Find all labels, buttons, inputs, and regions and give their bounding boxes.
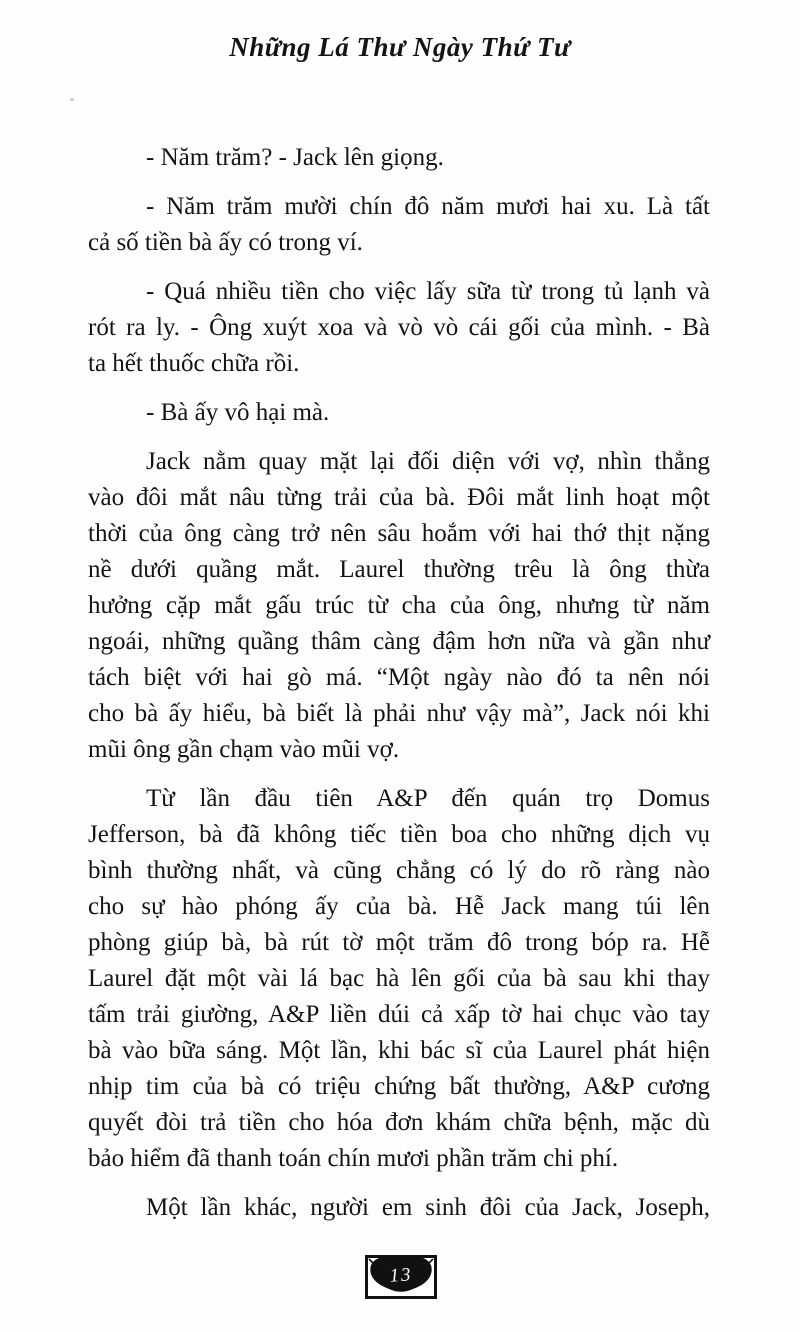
- paragraph: [88, 140, 710, 176]
- text-line: bình thường nhất, và cũng chẳng có lý do rõ ràng nào: [88, 857, 710, 884]
- envelope-icon: [365, 1255, 437, 1299]
- text-line: - Năm trăm? - Jack lên giọng.: [146, 144, 444, 171]
- paragraph: [88, 189, 710, 261]
- paragraph: [88, 395, 710, 431]
- text-line: phòng giúp bà, bà rút tờ một trăm đô trong bóp ra. Hễ: [88, 929, 710, 956]
- scan-artifact-speck: [70, 98, 74, 101]
- text-line: Một lần khác, người em sinh đôi của Jack, Joseph,: [146, 1194, 710, 1221]
- running-header-title: Những Lá Thư Ngày Thứ Tư: [229, 32, 571, 62]
- paragraph: [88, 781, 710, 1177]
- text-line: bảo hiểm đã thanh toán chín mươi phần trăm chi phí.: [88, 1145, 619, 1172]
- text-line: bà vào bữa sáng. Một lần, khi bác sĩ của Laurel phát hiện: [88, 1037, 710, 1064]
- text-line: ta hết thuốc chữa rồi.: [88, 350, 300, 377]
- text-line: cả số tiền bà ấy có trong ví.: [88, 229, 363, 256]
- text-line: - Quá nhiều tiền cho việc lấy sữa từ trong tủ lạnh và: [146, 278, 710, 305]
- text-line: Jack nằm quay mặt lại đối diện với vợ, nhìn thẳng: [146, 448, 710, 475]
- text-line: hưởng cặp mắt gấu trúc từ cha của ông, nhưng từ năm: [88, 592, 710, 619]
- text-line: rót ra ly. - Ông xuýt xoa và vò vò cái gối của mình. - Bà: [88, 314, 710, 341]
- text-line: nhịp tim của bà có triệu chứng bất thường, A&P cương: [88, 1073, 710, 1100]
- text-line: tấm trải giường, A&P liền dúi cả xấp tờ hai chục vào tay: [88, 1001, 710, 1028]
- text-line: cho bà ấy hiểu, bà biết là phải như vậy mà”, Jack nói khi: [88, 700, 710, 727]
- text-line: thời của ông càng trở nên sâu hoắm với hai thớ thịt nặng: [88, 520, 710, 547]
- text-line: tách biệt với hai gò má. “Một ngày nào đó ta nên nói: [88, 664, 710, 691]
- paragraph: [88, 1190, 710, 1226]
- paragraph: [88, 444, 710, 768]
- text-line: nề dưới quầng mắt. Laurel thường trêu là ông thừa: [88, 556, 710, 583]
- text-line: Jefferson, bà đã không tiếc tiền boa cho những dịch vụ: [88, 821, 710, 848]
- text-line: - Năm trăm mười chín đô năm mươi hai xu. Là tất: [146, 193, 710, 220]
- page-number: 13: [388, 1264, 414, 1287]
- paragraph: [88, 274, 710, 382]
- page-number-envelope: [365, 1255, 437, 1299]
- body-text-block: [88, 140, 710, 1239]
- text-line: cho sự hào phóng ấy của bà. Hễ Jack mang túi lên: [88, 893, 710, 920]
- text-line: quyết đòi trả tiền cho hóa đơn khám chữa bệnh, mặc dù: [88, 1109, 710, 1136]
- text-line: - Bà ấy vô hại mà.: [146, 399, 330, 426]
- text-line: Từ lần đầu tiên A&P đến quán trọ Domus: [146, 785, 710, 812]
- text-line: vào đôi mắt nâu từng trải của bà. Đôi mắt linh hoạt một: [88, 484, 710, 511]
- text-line: ngoái, những quầng thâm càng đậm hơn nữa và gần như: [88, 628, 710, 655]
- text-line: Laurel đặt một vài lá bạc hà lên gối của bà sau khi thay: [88, 965, 710, 992]
- text-line: mũi ông gần chạm vào mũi vợ.: [88, 736, 400, 763]
